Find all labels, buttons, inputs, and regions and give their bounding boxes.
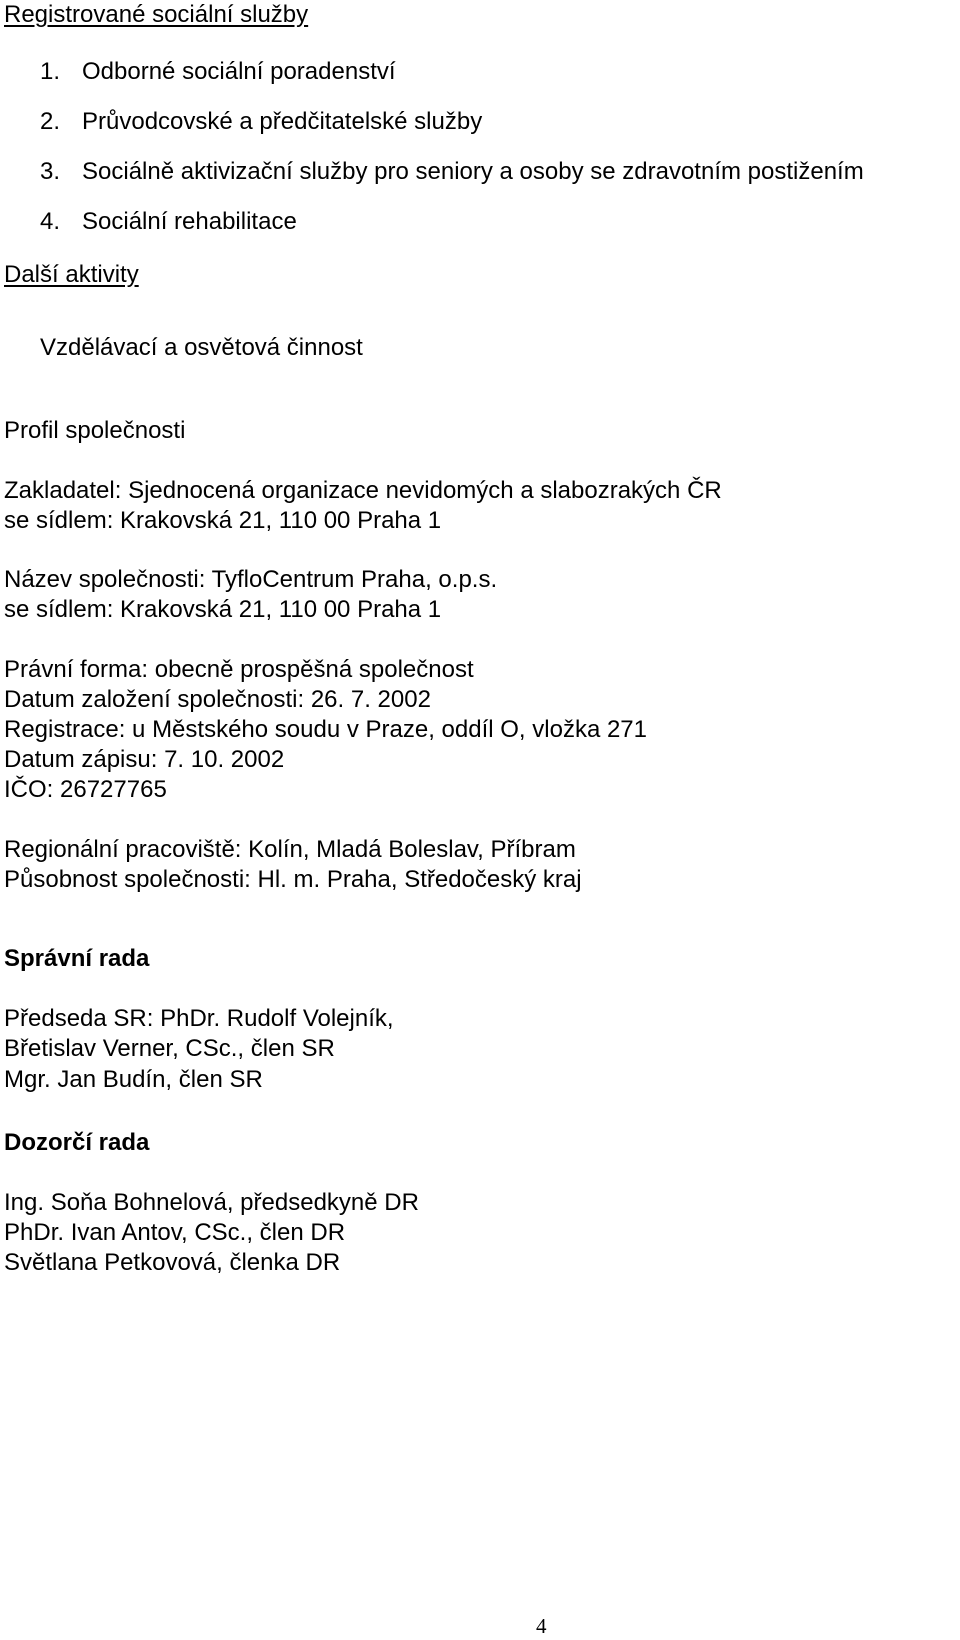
- list-item: [40, 207, 297, 237]
- founder-address-line: se sídlem: Krakovská 21, 110 00 Praha 1: [4, 507, 442, 534]
- registration-line: Registrace: u Městského soudu v Praze, oddíl O, vložka 271: [4, 716, 647, 743]
- list-item: [40, 107, 482, 137]
- ico-line: IČO: 26727765: [4, 776, 167, 803]
- list-item: [40, 157, 864, 187]
- list-item-text: Sociálně aktivizační služby pro seniory a osoby se zdravotním postižením: [82, 158, 864, 185]
- founder-line: Zakladatel: Sjednocená organizace nevidomých a slabozrakých ČR: [4, 477, 722, 504]
- company-address-line: se sídlem: Krakovská 21, 110 00 Praha 1: [4, 596, 442, 623]
- list-item-text: Odborné sociální poradenství: [82, 58, 396, 85]
- list-item-number: 4.: [40, 208, 61, 235]
- other-activities-heading: Další aktivity: [4, 261, 139, 288]
- board-member: Mgr. Jan Budín, člen SR: [4, 1066, 263, 1093]
- list-item-number: 3.: [40, 158, 61, 185]
- scope-line: Působnost společnosti: Hl. m. Praha, Středočeský kraj: [4, 866, 582, 893]
- board-member: Břetislav Verner, CSc., člen SR: [4, 1035, 335, 1062]
- supervisory-board-member: PhDr. Ivan Antov, CSc., člen DR: [4, 1219, 346, 1246]
- regional-offices-line: Regionální pracoviště: Kolín, Mladá Boleslav, Příbram: [4, 836, 576, 863]
- list-item-text: Průvodcovské a předčitatelské služby: [82, 108, 483, 135]
- page-number: 4: [536, 1614, 547, 1638]
- company-name-line: Název společnosti: TyfloCentrum Praha, o.p.s.: [4, 566, 498, 593]
- board-member: Předseda SR: PhDr. Rudolf Volejník,: [4, 1005, 394, 1032]
- entry-date-line: Datum zápisu: 7. 10. 2002: [4, 746, 285, 773]
- supervisory-board-heading: Dozorčí rada: [4, 1129, 150, 1156]
- list-item-number: 1.: [40, 58, 61, 85]
- supervisory-board-member: Ing. Soňa Bohnelová, předsedkyně DR: [4, 1189, 419, 1216]
- supervisory-board-member: Světlana Petkovová, členka DR: [4, 1249, 341, 1276]
- other-activities-text: Vzdělávací a osvětová činnost: [40, 334, 363, 361]
- list-item-text: Sociální rehabilitace: [82, 208, 297, 235]
- founding-date-line: Datum založení společnosti: 26. 7. 2002: [4, 686, 431, 713]
- list-item: [40, 57, 396, 87]
- list-item-number: 2.: [40, 108, 61, 135]
- legal-form-line: Právní forma: obecně prospěšná společnost: [4, 656, 474, 683]
- company-profile-heading: Profil společnosti: [4, 417, 186, 444]
- registered-services-heading: Registrované sociální služby: [4, 1, 309, 28]
- board-heading: Správní rada: [4, 945, 150, 972]
